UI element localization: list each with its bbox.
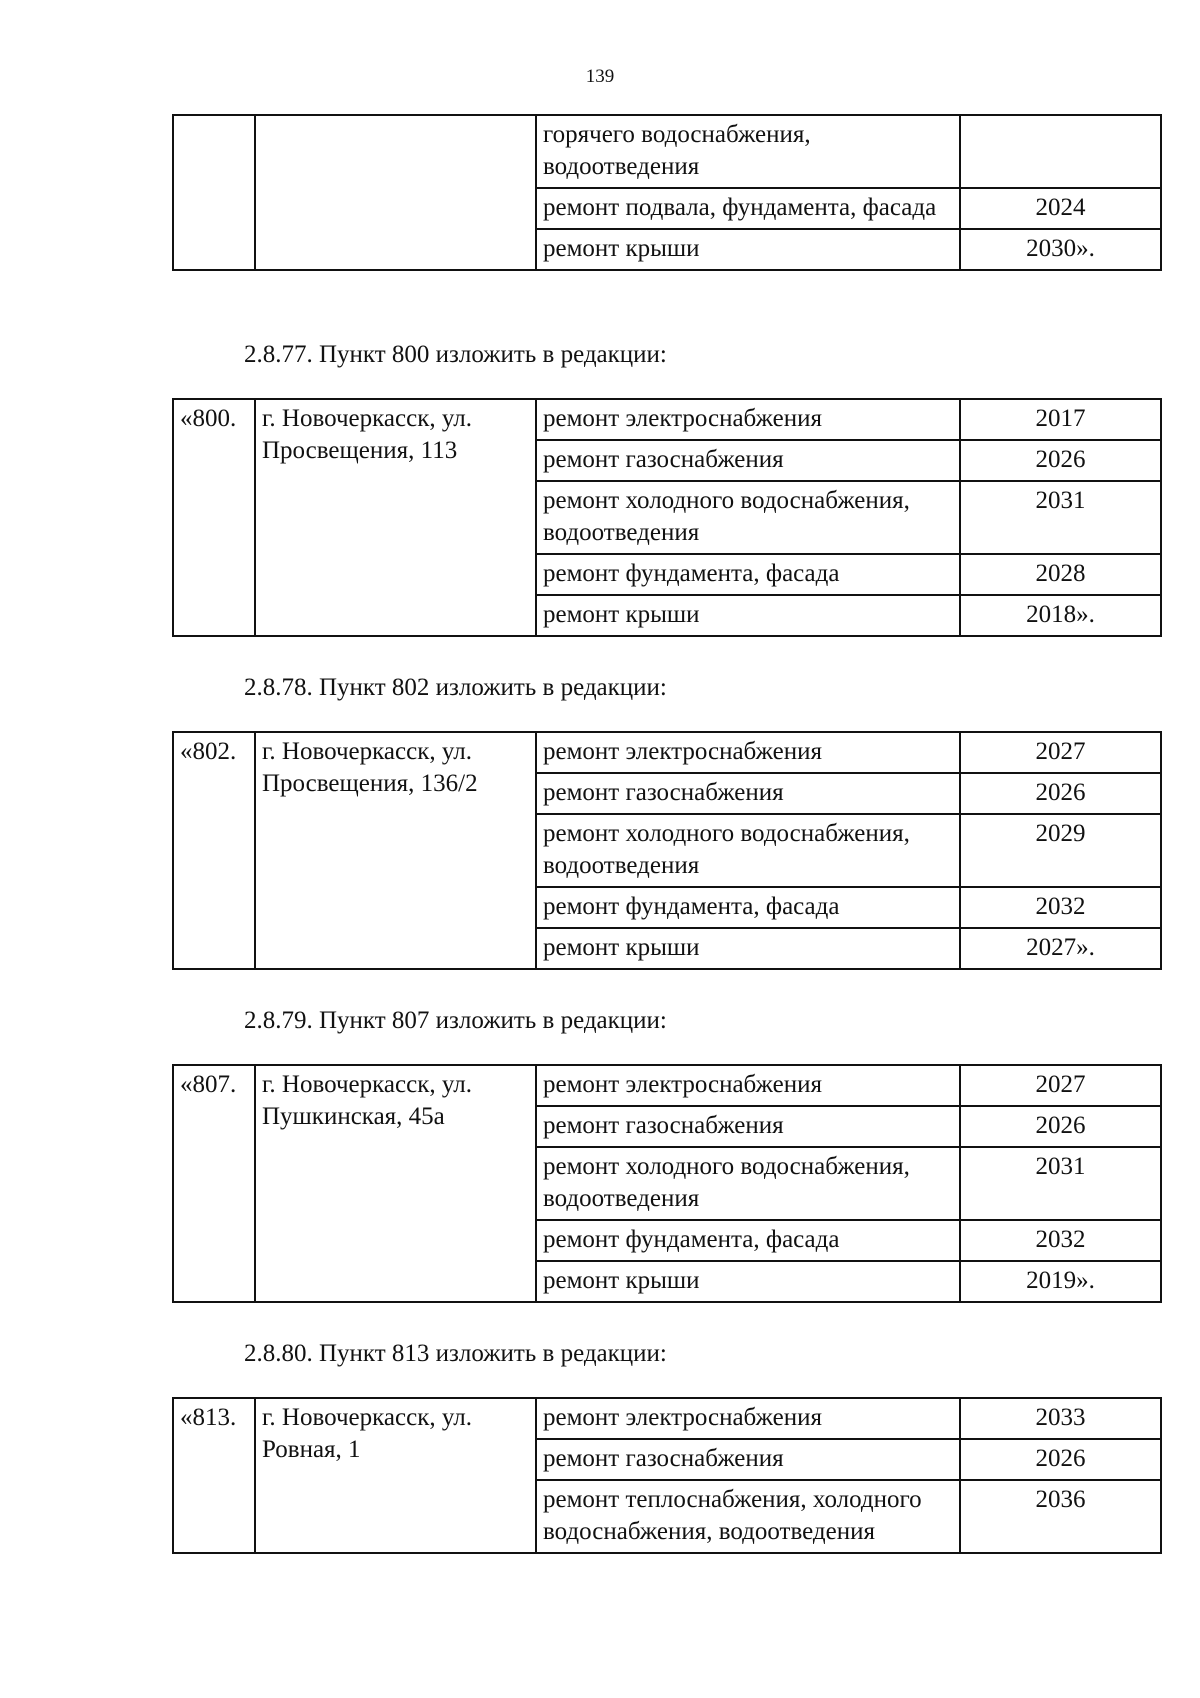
work-type-cell: ремонт газоснабжения xyxy=(536,440,960,481)
work-type-cell: ремонт холодного водоснабжения, водоотведения xyxy=(536,481,960,554)
item-number-cell xyxy=(173,115,255,270)
year-cell: 2026 xyxy=(960,773,1161,814)
work-type-cell: ремонт электроснабжения xyxy=(536,1065,960,1106)
work-type-cell: ремонт электроснабжения xyxy=(536,732,960,773)
item-number-cell: «807. xyxy=(173,1065,255,1302)
work-type-cell: ремонт газоснабжения xyxy=(536,773,960,814)
year-cell: 2028 xyxy=(960,554,1161,595)
work-type-cell: ремонт крыши xyxy=(536,595,960,636)
item-table xyxy=(172,1064,1162,1303)
page-number: 139 xyxy=(585,66,615,87)
work-type-cell: ремонт фундамента, фасада xyxy=(536,887,960,928)
item-table xyxy=(172,731,1162,970)
work-type-cell: ремонт холодного водоснабжения, водоотведения xyxy=(536,1147,960,1220)
year-cell: 2026 xyxy=(960,1439,1161,1480)
work-type-cell: ремонт фундамента, фасада xyxy=(536,554,960,595)
section-heading: 2.8.78. Пункт 802 изложить в редакции: xyxy=(244,674,667,701)
year-cell: 2029 xyxy=(960,814,1161,887)
work-type-cell: ремонт крыши xyxy=(536,229,960,270)
work-type-cell: ремонт подвала, фундамента, фасада xyxy=(536,188,960,229)
address-cell: г. Новочеркасск, ул. Пушкинская, 45а xyxy=(255,1065,536,1302)
work-type-cell: ремонт газоснабжения xyxy=(536,1439,960,1480)
work-type-cell: ремонт газоснабжения xyxy=(536,1106,960,1147)
year-cell: 2032 xyxy=(960,1220,1161,1261)
year-cell: 2030». xyxy=(960,229,1161,270)
work-type-cell: ремонт электроснабжения xyxy=(536,399,960,440)
section-heading: 2.8.80. Пункт 813 изложить в редакции: xyxy=(244,1340,667,1367)
year-cell: 2036 xyxy=(960,1480,1161,1553)
work-type-cell: ремонт фундамента, фасада xyxy=(536,1220,960,1261)
section-heading: 2.8.77. Пункт 800 изложить в редакции: xyxy=(244,341,667,368)
item-table xyxy=(172,1397,1162,1554)
work-type-cell: ремонт теплоснабжения, холодного водоснабжения, водоотведения xyxy=(536,1480,960,1553)
continuation-table xyxy=(172,114,1162,271)
work-type-cell: ремонт электроснабжения xyxy=(536,1398,960,1439)
year-cell: 2027 xyxy=(960,732,1161,773)
table-row xyxy=(173,115,1161,188)
work-type-cell: горячего водоснабжения, водоотведения xyxy=(536,115,960,188)
item-number-cell: «802. xyxy=(173,732,255,969)
year-cell: 2024 xyxy=(960,188,1161,229)
table-row xyxy=(173,1065,1161,1106)
year-cell xyxy=(960,115,1161,188)
section-heading: 2.8.79. Пункт 807 изложить в редакции: xyxy=(244,1007,667,1034)
year-cell: 2018». xyxy=(960,595,1161,636)
work-type-cell: ремонт крыши xyxy=(536,1261,960,1302)
year-cell: 2026 xyxy=(960,1106,1161,1147)
year-cell: 2033 xyxy=(960,1398,1161,1439)
year-cell: 2026 xyxy=(960,440,1161,481)
work-type-cell: ремонт холодного водоснабжения, водоотведения xyxy=(536,814,960,887)
year-cell: 2032 xyxy=(960,887,1161,928)
address-cell: г. Новочеркасск, ул. Просвещения, 136/2 xyxy=(255,732,536,969)
year-cell: 2027». xyxy=(960,928,1161,969)
year-cell: 2027 xyxy=(960,1065,1161,1106)
year-cell: 2031 xyxy=(960,481,1161,554)
address-cell xyxy=(255,115,536,270)
address-cell: г. Новочеркасск, ул. Просвещения, 113 xyxy=(255,399,536,636)
item-number-cell: «800. xyxy=(173,399,255,636)
item-table xyxy=(172,398,1162,637)
work-type-cell: ремонт крыши xyxy=(536,928,960,969)
year-cell: 2031 xyxy=(960,1147,1161,1220)
item-number-cell: «813. xyxy=(173,1398,255,1553)
table-row xyxy=(173,399,1161,440)
table-row xyxy=(173,1398,1161,1439)
address-cell: г. Новочеркасск, ул. Ровная, 1 xyxy=(255,1398,536,1553)
year-cell: 2017 xyxy=(960,399,1161,440)
table-row xyxy=(173,732,1161,773)
year-cell: 2019». xyxy=(960,1261,1161,1302)
